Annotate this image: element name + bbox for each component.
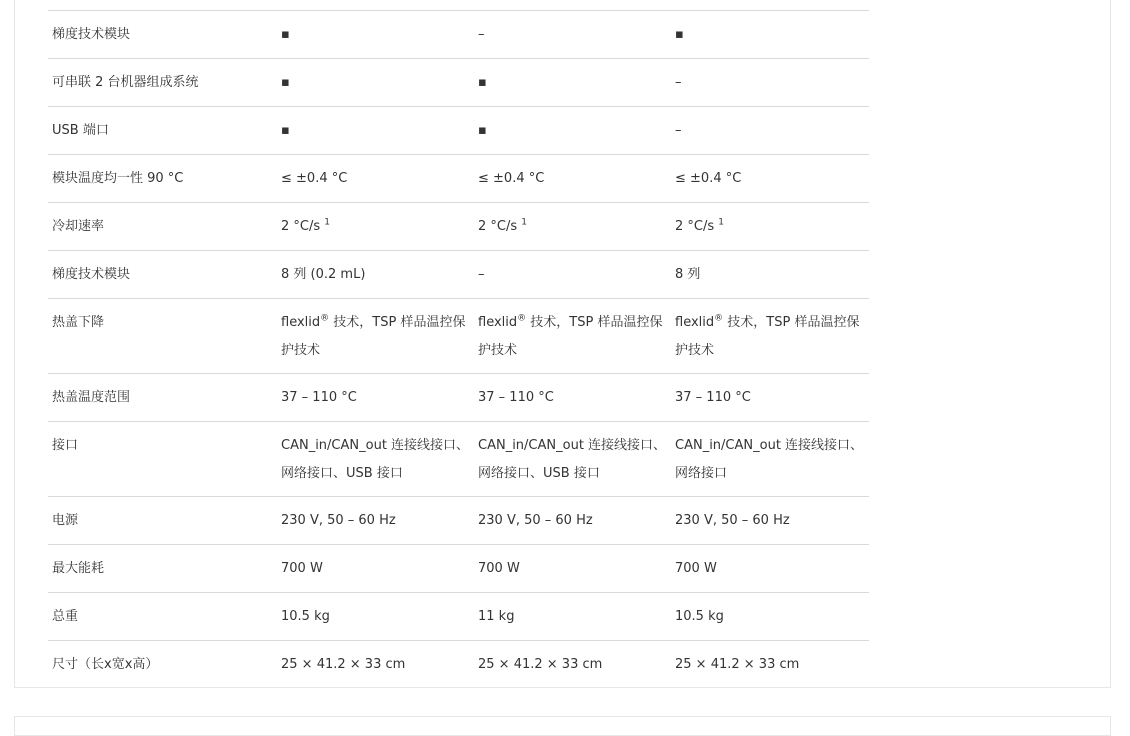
row-label: 梯度技术模块 [48, 251, 277, 299]
cell-value: ≤ ±0.4 °C [474, 155, 671, 203]
cell-text: 技术，TSP 样品温控保护技术 [281, 315, 466, 358]
registered-mark: ® [320, 313, 330, 324]
table-row [48, 545, 869, 593]
cell-value [277, 299, 474, 374]
table-row [48, 593, 869, 641]
cell-value: 25 × 41.2 × 33 cm [671, 641, 869, 689]
cell-text: 技术，TSP 样品温控保护技术 [478, 315, 663, 358]
row-label: 模块温度均一性 90 °C [48, 155, 277, 203]
cell-value: ≤ ±0.4 °C [671, 155, 869, 203]
cell-value: ▪ [671, 11, 869, 59]
cell-value [474, 203, 671, 251]
cell-value [671, 299, 869, 374]
table-row [48, 59, 869, 107]
row-label: 可串联 2 台机器组成系统 [48, 59, 277, 107]
cell-text: 2 °C/s [675, 219, 715, 234]
registered-mark: ® [517, 313, 527, 324]
cell-value: 11 kg [474, 593, 671, 641]
cell-value: CAN_in/CAN_out 连接线接口、网络接口、USB 接口 [277, 422, 474, 497]
cell-value: 700 W [474, 545, 671, 593]
row-label: 热盖下降 [48, 299, 277, 374]
cell-value: 37 – 110 °C [474, 374, 671, 422]
row-label: 电源 [48, 497, 277, 545]
cell-value: ▪ [474, 59, 671, 107]
cell-value: 8 列 (0.2 mL) [277, 251, 474, 299]
footnote-mark: 1 [521, 217, 528, 228]
cell-value: 37 – 110 °C [671, 374, 869, 422]
row-label: 梯度技术模块 [48, 11, 277, 59]
cell-value: 10.5 kg [277, 593, 474, 641]
cell-value: ▪ [277, 107, 474, 155]
table-row [48, 497, 869, 545]
cell-text: flexlid [478, 315, 518, 330]
registered-mark: ® [714, 313, 724, 324]
cell-value [671, 203, 869, 251]
cell-text: 2 °C/s [281, 219, 321, 234]
row-label: 总重 [48, 593, 277, 641]
cell-value: 25 × 41.2 × 33 cm [277, 641, 474, 689]
cell-value: 700 W [671, 545, 869, 593]
row-label: 最大能耗 [48, 545, 277, 593]
cell-value: 230 V, 50 – 60 Hz [277, 497, 474, 545]
cell-text: flexlid [281, 315, 321, 330]
cell-value: ▪ [277, 11, 474, 59]
cell-value: 8 列 [671, 251, 869, 299]
table-row [48, 251, 869, 299]
cell-value: 230 V, 50 – 60 Hz [671, 497, 869, 545]
cell-value: ▪ [277, 59, 474, 107]
row-label: 尺寸（长x宽x高） [48, 641, 277, 689]
row-label: 冷却速率 [48, 203, 277, 251]
cell-value: CAN_in/CAN_out 连接线接口、网络接口 [671, 422, 869, 497]
cell-value: 37 – 110 °C [277, 374, 474, 422]
table-row [48, 155, 869, 203]
cell-text: 技术，TSP 样品温控保护技术 [675, 315, 860, 358]
cell-value [277, 203, 474, 251]
footnote-mark: 1 [324, 217, 331, 228]
cell-value: 10.5 kg [671, 593, 869, 641]
table-row [48, 374, 869, 422]
row-label: 热盖温度范围 [48, 374, 277, 422]
next-card [14, 716, 1111, 736]
cell-value: ≤ ±0.4 °C [277, 155, 474, 203]
cell-value: – [474, 251, 671, 299]
spec-card [14, 0, 1111, 688]
table-row [48, 299, 869, 374]
cell-value: – [474, 11, 671, 59]
row-label: 接口 [48, 422, 277, 497]
row-label: USB 端口 [48, 107, 277, 155]
table-row [48, 11, 869, 59]
cell-value: 230 V, 50 – 60 Hz [474, 497, 671, 545]
cell-value: 700 W [277, 545, 474, 593]
cell-text: flexlid [675, 315, 715, 330]
cell-value: – [671, 59, 869, 107]
table-row [48, 203, 869, 251]
footnote-mark: 1 [718, 217, 725, 228]
table-row [48, 641, 869, 689]
spec-table [48, 10, 869, 688]
cell-text: 2 °C/s [478, 219, 518, 234]
table-row [48, 422, 869, 497]
cell-value: CAN_in/CAN_out 连接线接口、网络接口、USB 接口 [474, 422, 671, 497]
cell-value: 25 × 41.2 × 33 cm [474, 641, 671, 689]
cell-value: – [671, 107, 869, 155]
cell-value: ▪ [474, 107, 671, 155]
table-row [48, 107, 869, 155]
cell-value [474, 299, 671, 374]
